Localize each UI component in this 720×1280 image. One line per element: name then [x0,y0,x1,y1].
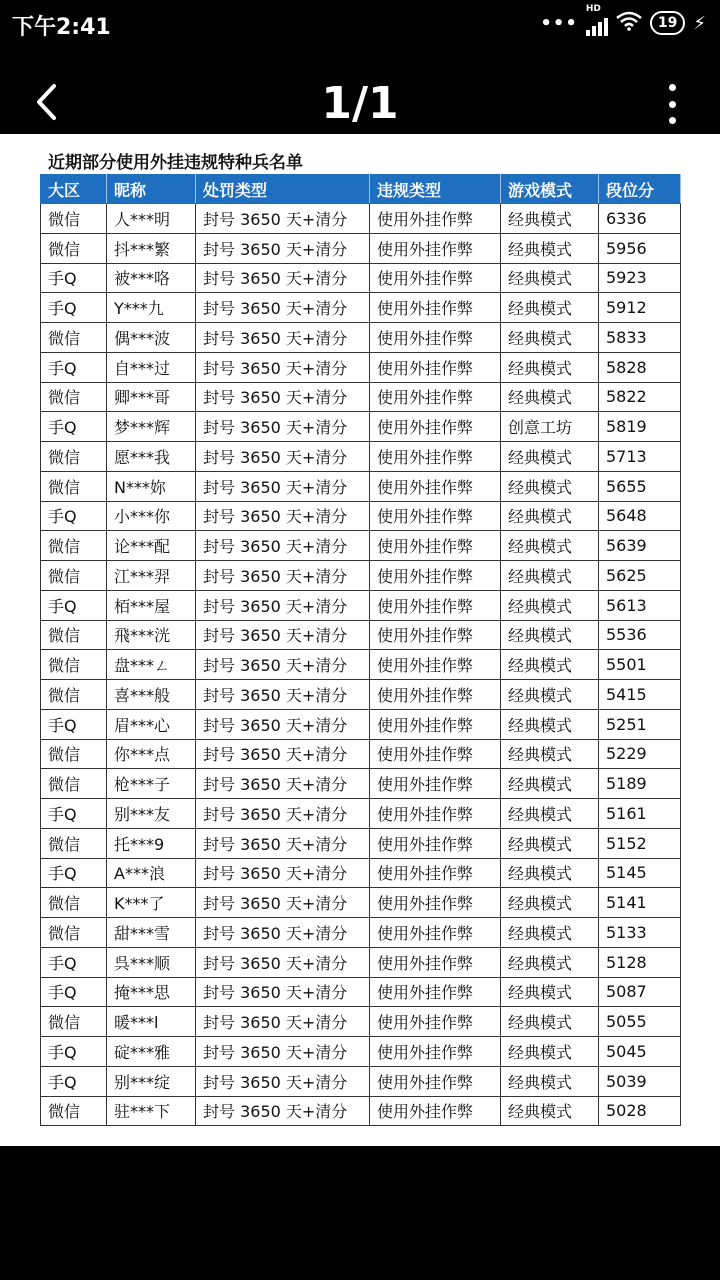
mode-cell: 经典模式 [501,323,599,353]
penalty-cell: 封号 3650 天+清分 [196,1066,370,1096]
penalty-cell: 封号 3650 天+清分 [196,739,370,769]
score-cell: 5655 [599,471,681,501]
violation-cell: 使用外挂作弊 [370,531,501,561]
column-header: 游戏模式 [501,175,599,204]
table-row [41,769,681,799]
penalty-cell: 封号 3650 天+清分 [196,620,370,650]
region-cell: 微信 [41,888,107,918]
nickname-cell: Y***九 [107,293,196,323]
violation-cell: 使用外挂作弊 [370,709,501,739]
table-row [41,471,681,501]
violation-cell: 使用外挂作弊 [370,471,501,501]
region-cell: 微信 [41,828,107,858]
table-row [41,918,681,948]
table-row [41,1037,681,1067]
region-cell: 手Q [41,799,107,829]
penalty-cell: 封号 3650 天+清分 [196,204,370,234]
penalty-cell: 封号 3650 天+清分 [196,650,370,680]
nickname-cell: 喜***般 [107,680,196,710]
table-row [41,709,681,739]
violation-cell: 使用外挂作弊 [370,323,501,353]
table-row [41,323,681,353]
mode-cell: 经典模式 [501,888,599,918]
score-cell: 5152 [599,828,681,858]
score-cell: 5087 [599,977,681,1007]
mode-cell: 经典模式 [501,352,599,382]
score-cell: 5639 [599,531,681,561]
penalty-cell: 封号 3650 天+清分 [196,1007,370,1037]
penalty-cell: 封号 3650 天+清分 [196,799,370,829]
table-row [41,858,681,888]
score-cell: 5145 [599,858,681,888]
nickname-cell: 飛***洸 [107,620,196,650]
table-row [41,739,681,769]
score-cell: 5912 [599,293,681,323]
nickname-cell: 偶***波 [107,323,196,353]
penalty-cell: 封号 3650 天+清分 [196,352,370,382]
document-page [0,134,720,1146]
violation-cell: 使用外挂作弊 [370,888,501,918]
table-row [41,947,681,977]
region-cell: 微信 [41,531,107,561]
nickname-cell: N***妳 [107,471,196,501]
score-cell: 5045 [599,1037,681,1067]
region-cell: 手Q [41,352,107,382]
score-cell: 5039 [599,1066,681,1096]
mode-cell: 经典模式 [501,828,599,858]
mode-cell: 经典模式 [501,650,599,680]
table-row [41,828,681,858]
network-type-label: HD [585,4,601,14]
region-cell: 手Q [41,1066,107,1096]
mode-cell: 经典模式 [501,947,599,977]
violation-cell: 使用外挂作弊 [370,382,501,412]
violation-cell: 使用外挂作弊 [370,412,501,442]
more-vertical-icon-dot [669,101,676,108]
region-cell: 微信 [41,471,107,501]
more-options-button[interactable] [662,84,682,124]
status-bar [0,0,720,50]
score-cell: 6336 [599,204,681,234]
table-row [41,590,681,620]
mode-cell: 经典模式 [501,293,599,323]
violation-cell: 使用外挂作弊 [370,620,501,650]
penalty-cell: 封号 3650 天+清分 [196,858,370,888]
table-row [41,263,681,293]
document-title: 近期部分使用外挂违规特种兵名单 [48,153,303,173]
region-cell: 手Q [41,293,107,323]
penalty-cell: 封号 3650 天+清分 [196,1096,370,1126]
score-cell: 5956 [599,233,681,263]
violation-cell: 使用外挂作弊 [370,293,501,323]
region-cell: 微信 [41,918,107,948]
table-row [41,382,681,412]
nickname-cell: 盘***ㄥ [107,650,196,680]
mode-cell: 经典模式 [501,1007,599,1037]
violation-cell: 使用外挂作弊 [370,977,501,1007]
notification-dots: ••• [540,12,578,34]
penalty-cell: 封号 3650 天+清分 [196,263,370,293]
table-row [41,531,681,561]
violation-cell: 使用外挂作弊 [370,739,501,769]
penalty-cell: 封号 3650 天+清分 [196,828,370,858]
table-row [41,442,681,472]
region-cell: 手Q [41,263,107,293]
nickname-cell: 栢***屋 [107,590,196,620]
penalty-cell: 封号 3650 天+清分 [196,233,370,263]
table-row [41,1096,681,1126]
mode-cell: 经典模式 [501,799,599,829]
battery-level: 19 [657,15,678,31]
score-cell: 5128 [599,947,681,977]
nickname-cell: 自***过 [107,352,196,382]
nickname-cell: 人***明 [107,204,196,234]
region-cell: 微信 [41,739,107,769]
mode-cell: 经典模式 [501,1037,599,1067]
mode-cell: 经典模式 [501,501,599,531]
mode-cell: 经典模式 [501,442,599,472]
battery-icon [650,11,685,35]
score-cell: 5923 [599,263,681,293]
mode-cell: 经典模式 [501,233,599,263]
mode-cell: 经典模式 [501,471,599,501]
score-cell: 5229 [599,739,681,769]
table-row [41,620,681,650]
mode-cell: 经典模式 [501,739,599,769]
penalty-cell: 封号 3650 天+清分 [196,531,370,561]
violation-cell: 使用外挂作弊 [370,650,501,680]
wifi-icon [616,11,642,36]
penalty-cell: 封号 3650 天+清分 [196,947,370,977]
violation-cell: 使用外挂作弊 [370,828,501,858]
penalty-cell: 封号 3650 天+清分 [196,1037,370,1067]
table-row [41,204,681,234]
region-cell: 微信 [41,442,107,472]
nickname-cell: K***了 [107,888,196,918]
nickname-cell: 别***绽 [107,1066,196,1096]
region-cell: 微信 [41,769,107,799]
table-row [41,561,681,591]
violation-cell: 使用外挂作弊 [370,858,501,888]
score-cell: 5822 [599,382,681,412]
score-cell: 5055 [599,1007,681,1037]
nickname-cell: 掩***思 [107,977,196,1007]
table-row [41,412,681,442]
nickname-cell: 碇***雅 [107,1037,196,1067]
nickname-cell: 你***点 [107,739,196,769]
nickname-cell: A***浪 [107,858,196,888]
viewer-toolbar [0,70,720,134]
region-cell: 微信 [41,1007,107,1037]
score-cell: 5536 [599,620,681,650]
score-cell: 5819 [599,412,681,442]
penalty-cell: 封号 3650 天+清分 [196,888,370,918]
nickname-cell: 梦***辉 [107,412,196,442]
region-cell: 手Q [41,709,107,739]
nickname-cell: 托***9 [107,828,196,858]
nickname-cell: 被***咯 [107,263,196,293]
nickname-cell: 别***友 [107,799,196,829]
nickname-cell: 卿***哥 [107,382,196,412]
penalty-cell: 封号 3650 天+清分 [196,561,370,591]
mode-cell: 经典模式 [501,531,599,561]
nickname-cell: 愿***我 [107,442,196,472]
nickname-cell: 抖***繁 [107,233,196,263]
mode-cell: 经典模式 [501,858,599,888]
signal-icon [585,4,608,36]
more-vertical-icon-dot [669,117,676,124]
region-cell: 微信 [41,204,107,234]
mode-cell: 经典模式 [501,263,599,293]
violation-cell: 使用外挂作弊 [370,561,501,591]
region-cell: 手Q [41,858,107,888]
mode-cell: 经典模式 [501,1066,599,1096]
mode-cell: 经典模式 [501,1096,599,1126]
region-cell: 微信 [41,1096,107,1126]
nickname-cell: 驻***下 [107,1096,196,1126]
violation-cell: 使用外挂作弊 [370,1096,501,1126]
penalty-cell: 封号 3650 天+清分 [196,590,370,620]
region-cell: 手Q [41,977,107,1007]
score-cell: 5713 [599,442,681,472]
nickname-cell: 眉***心 [107,709,196,739]
table-row [41,1007,681,1037]
score-cell: 5648 [599,501,681,531]
mode-cell: 创意工坊 [501,412,599,442]
region-cell: 微信 [41,323,107,353]
penalty-cell: 封号 3650 天+清分 [196,442,370,472]
column-header: 大区 [41,175,107,204]
violation-cell: 使用外挂作弊 [370,799,501,829]
score-cell: 5141 [599,888,681,918]
more-vertical-icon-dot [669,84,676,91]
nickname-cell: 暖***l [107,1007,196,1037]
violation-cell: 使用外挂作弊 [370,263,501,293]
mode-cell: 经典模式 [501,204,599,234]
region-cell: 微信 [41,561,107,591]
nickname-cell: 论***配 [107,531,196,561]
table-row [41,680,681,710]
status-icons [540,4,706,36]
table-row [41,977,681,1007]
table-row [41,1066,681,1096]
column-header: 段位分 [599,175,681,204]
penalty-cell: 封号 3650 天+清分 [196,412,370,442]
violation-cell: 使用外挂作弊 [370,769,501,799]
score-cell: 5828 [599,352,681,382]
violation-cell: 使用外挂作弊 [370,442,501,472]
score-cell: 5133 [599,918,681,948]
violation-cell: 使用外挂作弊 [370,352,501,382]
table-row [41,293,681,323]
region-cell: 手Q [41,1037,107,1067]
penalty-cell: 封号 3650 天+清分 [196,501,370,531]
mode-cell: 经典模式 [501,769,599,799]
mode-cell: 经典模式 [501,561,599,591]
nickname-cell: 江***羿 [107,561,196,591]
region-cell: 微信 [41,650,107,680]
score-cell: 5613 [599,590,681,620]
penalty-cell: 封号 3650 天+清分 [196,323,370,353]
table-header-row [41,175,681,204]
score-cell: 5833 [599,323,681,353]
table-row [41,799,681,829]
penalty-cell: 封号 3650 天+清分 [196,918,370,948]
nickname-cell: 枪***子 [107,769,196,799]
mode-cell: 经典模式 [501,620,599,650]
table-row [41,888,681,918]
penalty-cell: 封号 3650 天+清分 [196,680,370,710]
nickname-cell: 甜***雪 [107,918,196,948]
penalty-cell: 封号 3650 天+清分 [196,977,370,1007]
region-cell: 微信 [41,382,107,412]
table-row [41,650,681,680]
nickname-cell: 呉***顺 [107,947,196,977]
mode-cell: 经典模式 [501,590,599,620]
region-cell: 微信 [41,233,107,263]
table-row [41,352,681,382]
ban-list-table [40,174,681,1126]
status-time: 下午2:41 [12,15,111,40]
violation-cell: 使用外挂作弊 [370,1066,501,1096]
score-cell: 5189 [599,769,681,799]
violation-cell: 使用外挂作弊 [370,1007,501,1037]
penalty-cell: 封号 3650 天+清分 [196,382,370,412]
violation-cell: 使用外挂作弊 [370,947,501,977]
mode-cell: 经典模式 [501,709,599,739]
score-cell: 5161 [599,799,681,829]
column-header: 违规类型 [370,175,501,204]
violation-cell: 使用外挂作弊 [370,1037,501,1067]
score-cell: 5415 [599,680,681,710]
region-cell: 手Q [41,412,107,442]
score-cell: 5028 [599,1096,681,1126]
violation-cell: 使用外挂作弊 [370,918,501,948]
penalty-cell: 封号 3650 天+清分 [196,471,370,501]
violation-cell: 使用外挂作弊 [370,233,501,263]
penalty-cell: 封号 3650 天+清分 [196,769,370,799]
column-header: 处罚类型 [196,175,370,204]
page-indicator: 1/1 [321,78,399,129]
violation-cell: 使用外挂作弊 [370,501,501,531]
penalty-cell: 封号 3650 天+清分 [196,293,370,323]
region-cell: 手Q [41,590,107,620]
nickname-cell: 小***你 [107,501,196,531]
violation-cell: 使用外挂作弊 [370,590,501,620]
score-cell: 5625 [599,561,681,591]
charging-bolt-icon: ⚡ [693,12,706,34]
violation-cell: 使用外挂作弊 [370,680,501,710]
penalty-cell: 封号 3650 天+清分 [196,709,370,739]
score-cell: 5501 [599,650,681,680]
mode-cell: 经典模式 [501,918,599,948]
table-row [41,501,681,531]
violation-cell: 使用外挂作弊 [370,204,501,234]
mode-cell: 经典模式 [501,382,599,412]
region-cell: 微信 [41,680,107,710]
mode-cell: 经典模式 [501,977,599,1007]
region-cell: 微信 [41,620,107,650]
score-cell: 5251 [599,709,681,739]
table-row [41,233,681,263]
column-header: 昵称 [107,175,196,204]
mode-cell: 经典模式 [501,680,599,710]
region-cell: 手Q [41,501,107,531]
region-cell: 手Q [41,947,107,977]
